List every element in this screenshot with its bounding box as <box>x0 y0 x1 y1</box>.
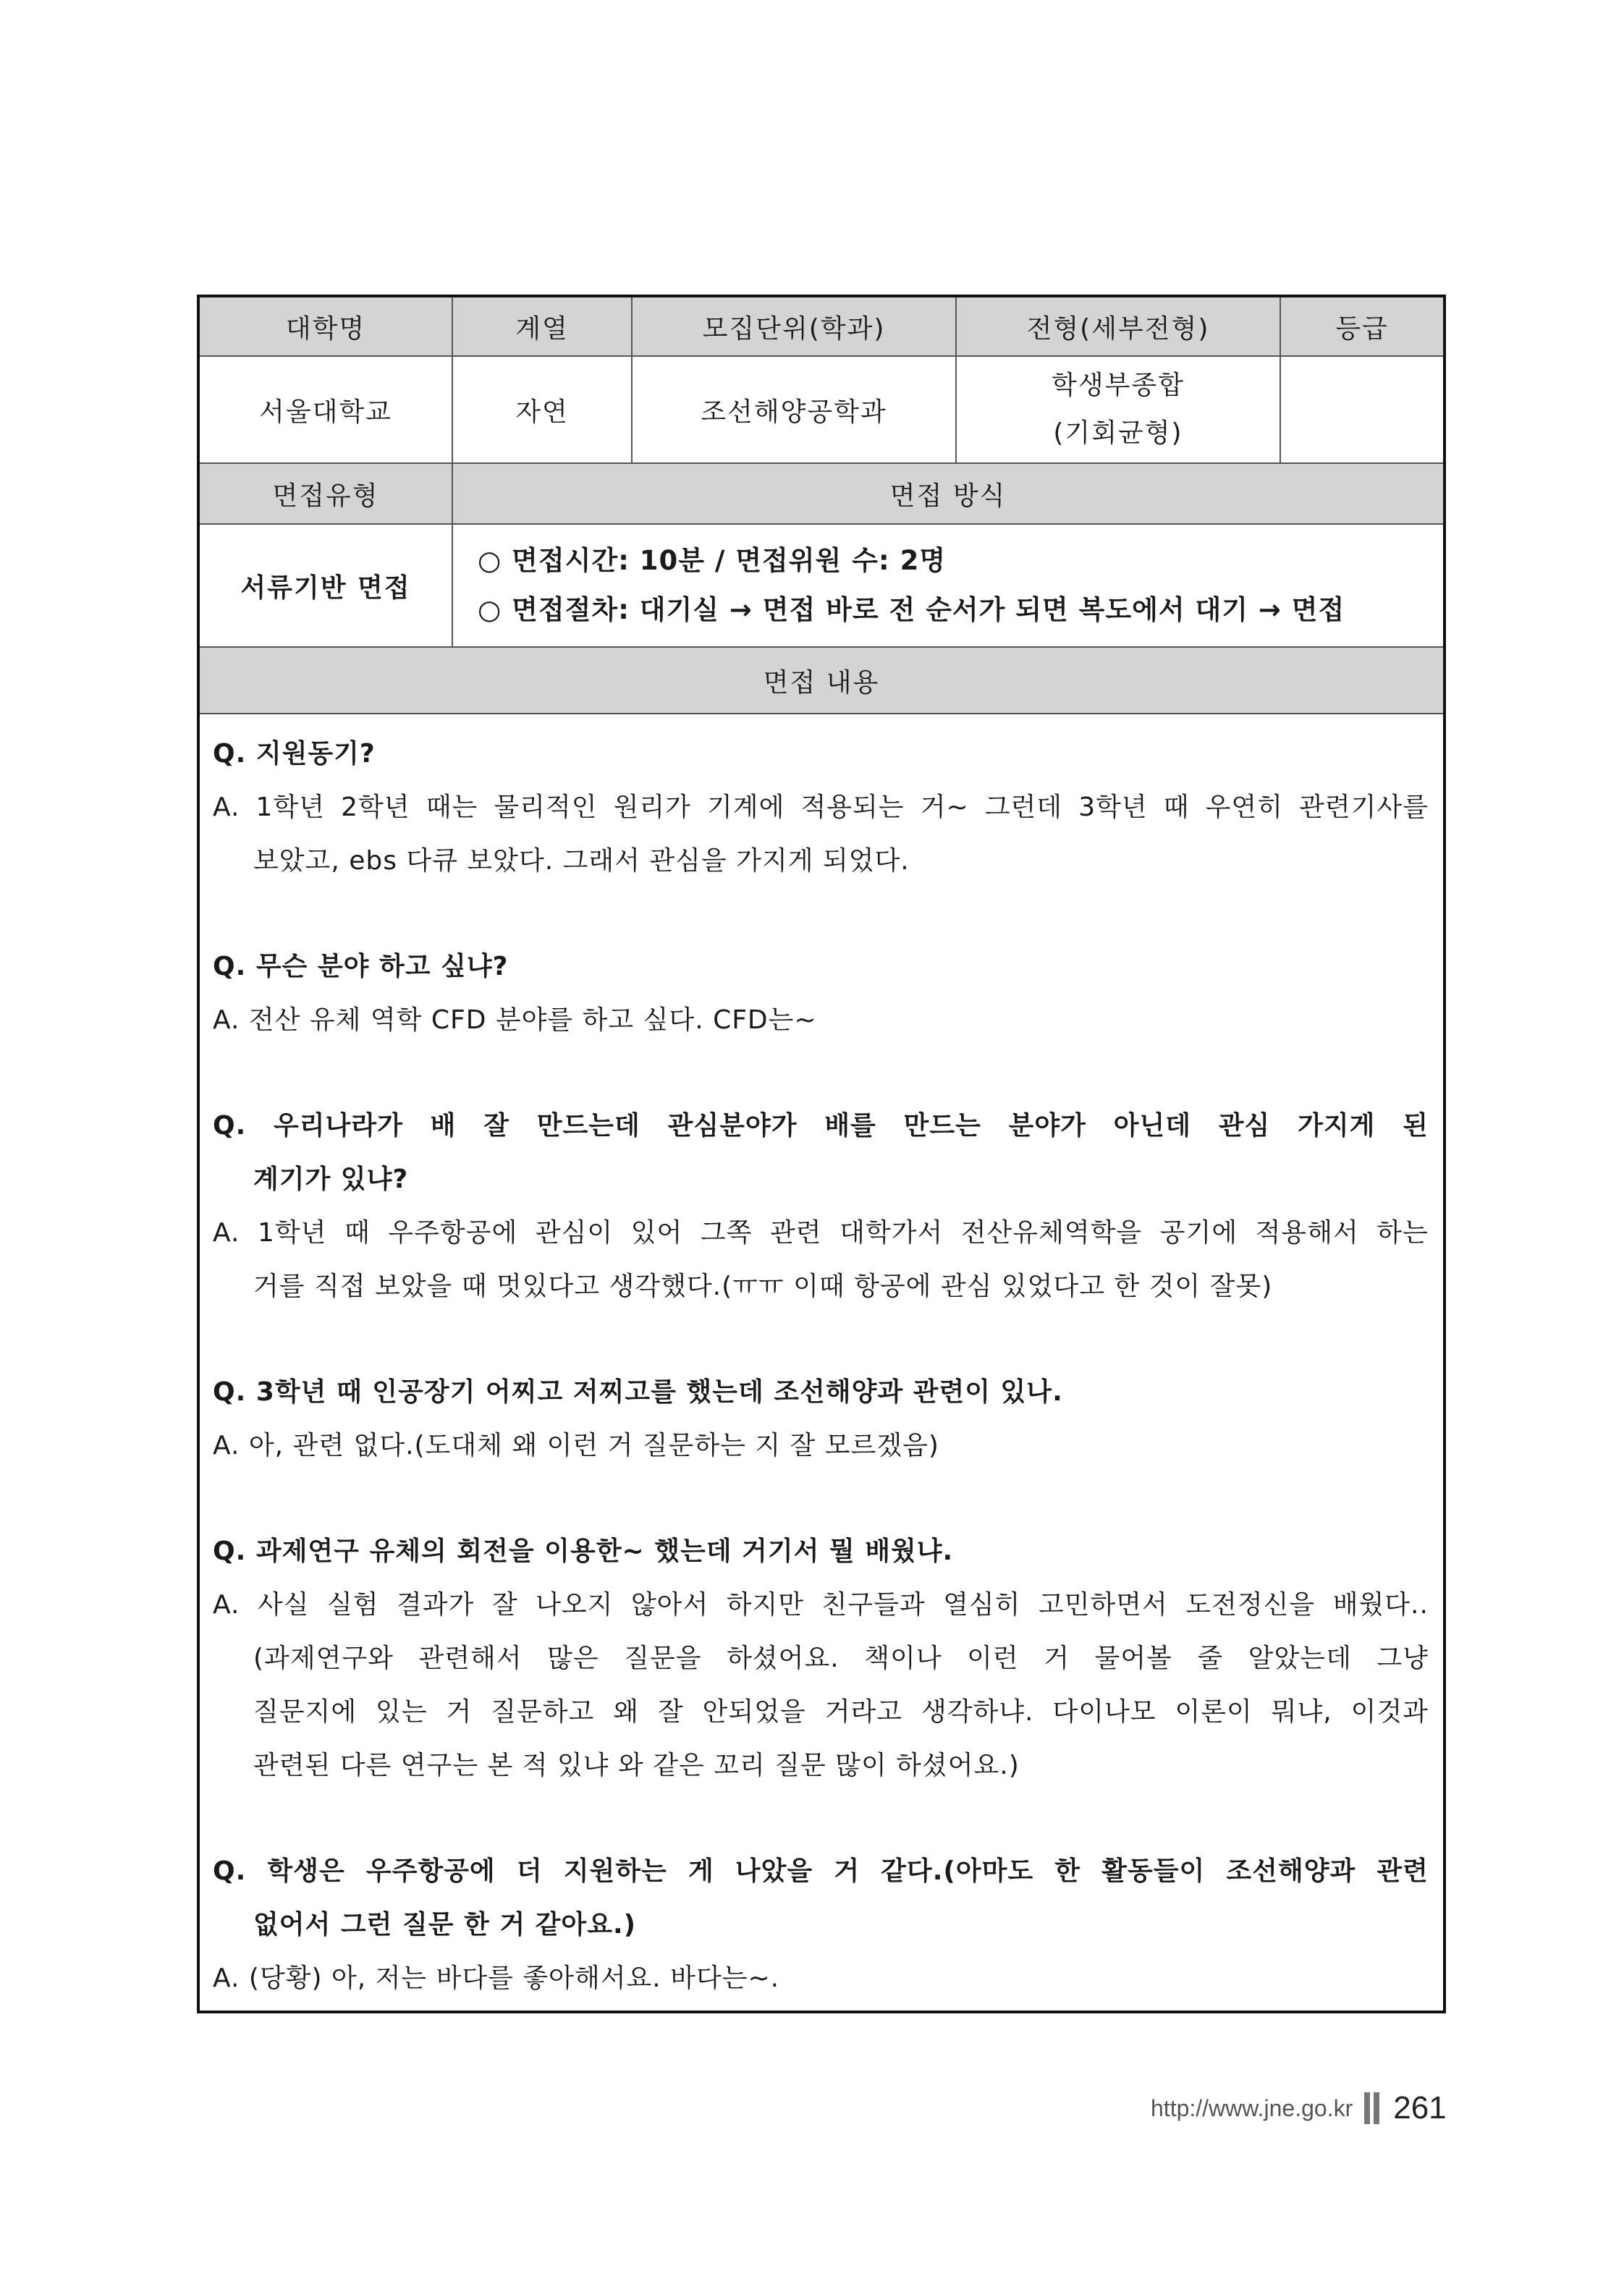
grade-cell <box>1281 357 1443 462</box>
university-cell: 서울대학교 <box>200 357 453 462</box>
qa-item <box>213 1845 1429 2005</box>
interview-procedure-line: ○ 면접절차: 대기실 → 면접 바로 전 순서가 되면 복도에서 대기 → 면접 <box>478 594 1345 625</box>
question-text: Q. 과제연구 유체의 회전을 이용한~ 했는데 거기서 뭘 배웠냐. <box>213 1536 954 1566</box>
department-cell: 조선해양공학과 <box>633 357 957 462</box>
answer-text: 관련된 다른 연구는 본 적 있냐 와 같은 꼬리 질문 많이 하셨어요.) <box>253 1751 1020 1780</box>
interview-type-label: 면접유형 <box>200 464 453 523</box>
answer-text: 질문지에 있는 거 질문하고 왜 잘 안되었을 거라고 생각하냐. 다이나모 이론이 뭐냐, 이것과 <box>253 1697 1429 1727</box>
qa-item <box>213 727 1429 888</box>
answer-text: A. 사실 실험 결과가 잘 나오지 않아서 하지만 친구들과 열심히 고민하면서 도전정신을 배웠다.. <box>213 1590 1429 1620</box>
answer-text: A. 아, 관련 없다.(도대체 왜 이런 거 질문하는 지 잘 모르겠음) <box>213 1431 939 1460</box>
page-footer <box>1151 2090 1447 2126</box>
header-university: 대학명 <box>200 297 453 355</box>
admission-type-line1: 학생부종합 <box>1052 371 1185 400</box>
answer-text: 거를 직접 보았을 때 멋있다고 생각했다.(ㅠㅠ 이때 항공에 관심 있었다고 한 것이 잘못) <box>253 1272 1273 1301</box>
qa-item <box>213 1099 1429 1314</box>
header-admission-type: 전형(세부전형) <box>957 297 1281 355</box>
interview-method-details <box>453 525 1443 646</box>
interview-info-row <box>200 525 1443 648</box>
interview-type-value: 서류기반 면접 <box>200 525 453 646</box>
question-text: Q. 3학년 때 인공장기 어찌고 저찌고를 했는데 조선해양과 관련이 있나. <box>213 1377 1063 1407</box>
answer-text: A. 1학년 때 우주항공에 관심이 있어 그쪽 관련 대학가서 전산유체역학을 공기에 적용해서 하는 <box>213 1218 1429 1248</box>
table-header-row <box>200 297 1443 357</box>
qa-item <box>213 1525 1429 1793</box>
answer-text: 보았고, ebs 다큐 보았다. 그래서 관심을 가지게 되었다. <box>253 846 910 876</box>
answer-text: A. 1학년 2학년 때는 물리적인 원리가 기계에 적용되는 거~ 그런데 3학년 때 우연히 관련기사를 <box>213 792 1429 822</box>
page-number: 261 <box>1393 2090 1447 2126</box>
content-header-row <box>200 648 1443 714</box>
qa-item <box>213 940 1429 1047</box>
question-text: Q. 우리나라가 배 잘 만드는데 관심분야가 배를 만드는 분야가 아닌데 관심 가지게 된 <box>213 1111 1429 1141</box>
interview-method-label: 면접 방식 <box>889 481 1007 511</box>
answer-text: A. (당황) 아, 저는 바다를 좋아해서요. 바다는~. <box>213 1963 780 1993</box>
interview-content <box>200 714 1443 2010</box>
question-text: 없어서 그런 질문 한 거 같아요.) <box>253 1910 637 1940</box>
interview-header-row <box>200 464 1443 525</box>
admission-type-cell <box>957 357 1281 462</box>
interview-time-line: ○ 면접시간: 10분 / 면접위원 수: 2명 <box>478 545 947 576</box>
header-field: 계열 <box>453 297 633 355</box>
answer-text: (과제연구와 관련해서 많은 질문을 하셨어요. 책이나 이런 거 물어볼 줄 알았는데 그냥 <box>253 1644 1429 1673</box>
field-cell: 자연 <box>453 357 633 462</box>
header-department: 모집단위(학과) <box>633 297 957 355</box>
interview-record-table <box>197 295 1446 2013</box>
footer-divider-icon <box>1364 2092 1383 2124</box>
header-grade: 등급 <box>1335 313 1389 344</box>
table-data-row <box>200 357 1443 464</box>
question-text: Q. 지원동기? <box>213 739 376 769</box>
qa-item <box>213 1366 1429 1473</box>
answer-text: A. 전산 유체 역학 CFD 분야를 하고 싶다. CFD는~ <box>213 1005 817 1035</box>
admission-type-line2: (기회균형) <box>1053 418 1183 448</box>
question-text: Q. 무슨 분야 하고 싶냐? <box>213 952 509 981</box>
interview-content-label: 면접 내용 <box>763 667 880 698</box>
footer-url: http://www.jne.go.kr <box>1151 2094 1353 2121</box>
question-text: 계기가 있냐? <box>253 1164 409 1194</box>
question-text: Q. 학생은 우주항공에 더 지원하는 게 나았을 거 같다.(아마도 한 활동들이 조선해양과 관련 <box>213 1856 1429 1886</box>
